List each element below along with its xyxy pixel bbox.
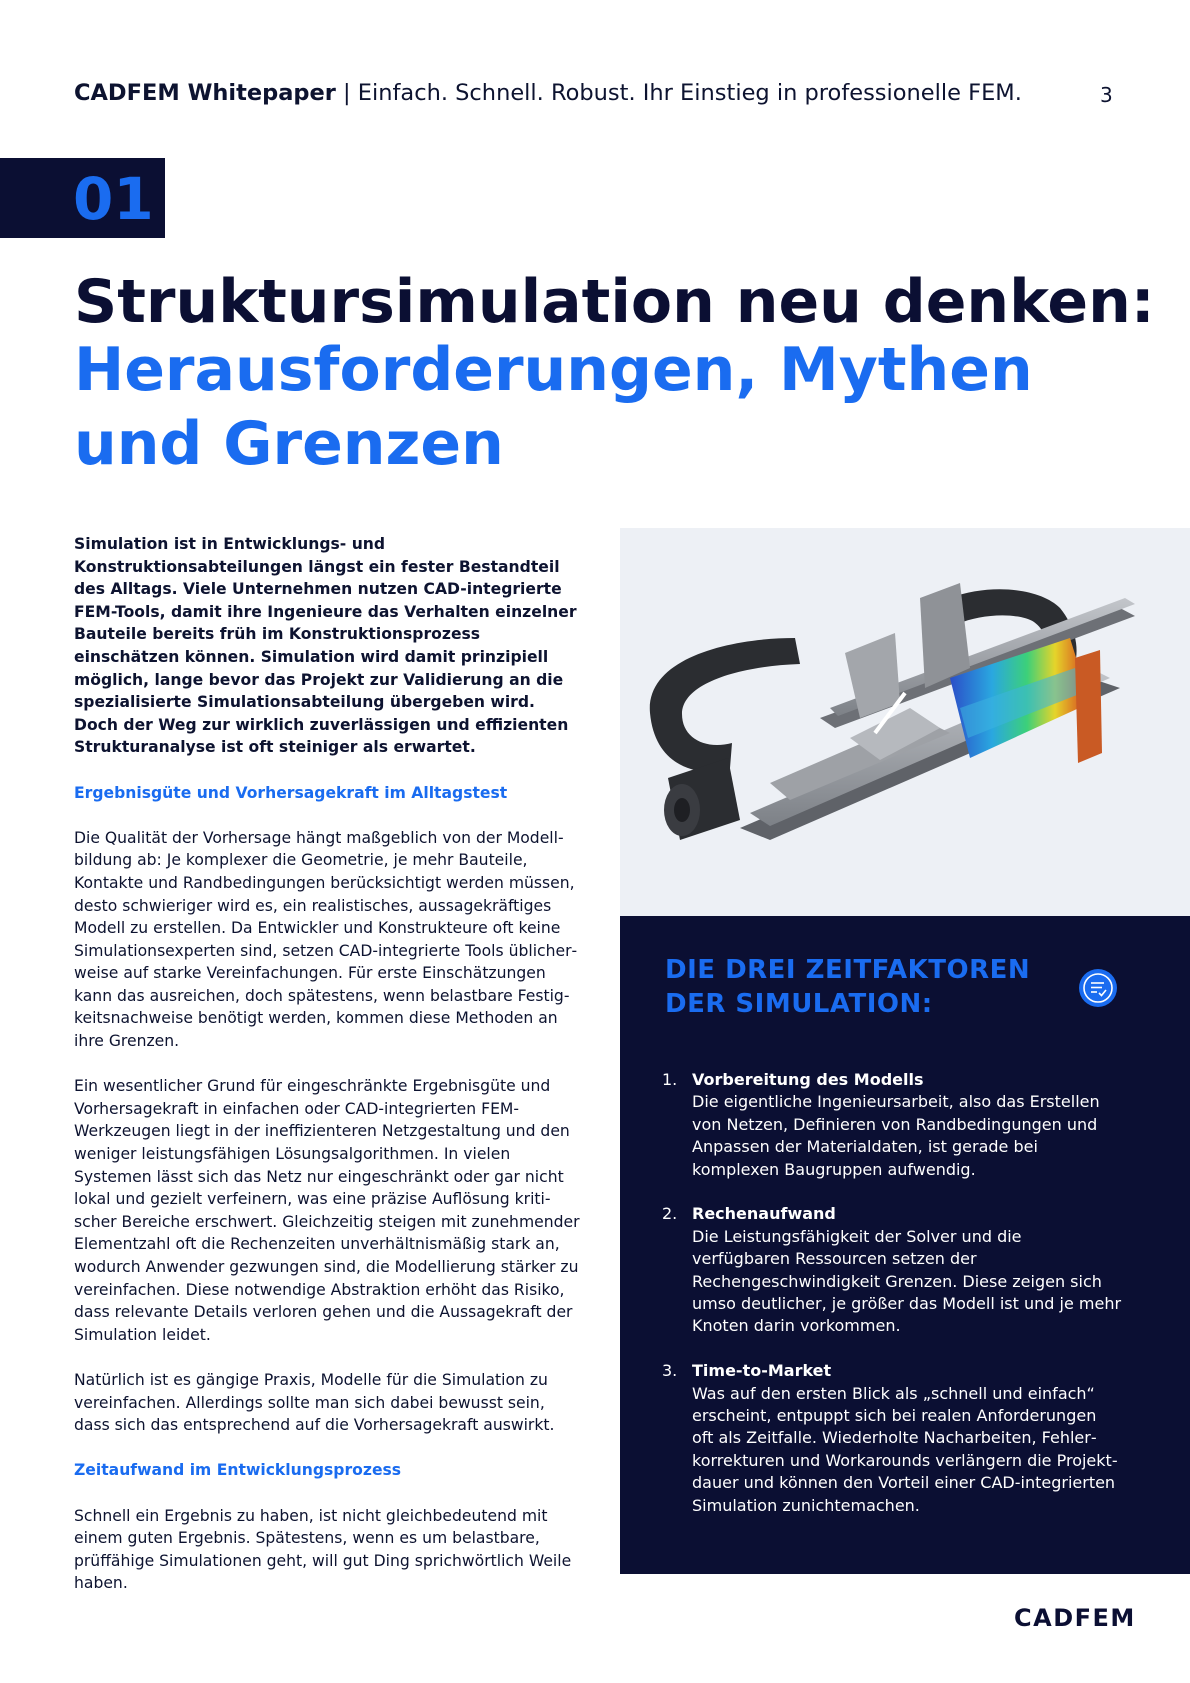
section-heading-quality: Ergebnisgüte und Vorhersagekraft im Alltagstest — [74, 783, 508, 802]
page-title-line1: Struktursimulation neu denken: — [74, 267, 1155, 337]
time-factors-title: DIE DREI ZEITFAKTOREN DER SIMULATION: — [665, 955, 1031, 1019]
paragraph: Ein wesentlicher Grund für eingeschränkte Ergebnisgüte und Vorhersagekraft in einfachen oder CAD-integrierten FEM-Werkzeugen liegt in der ineffizienteren Netzgestaltung und den weniger leistungsfähigen Lösungsalgorithmen. In vielen Systemen lässt sich das Netz nur eingeschränkt oder gar nicht lokal und gezielt verfeinern, was eine präzise Auflösung kritischer Bereiche erschwert. Gleichzeitig steigen mit zunehmender Elementzahl oft die Rechenzeiten unverhältnismäßig stark an, wodurch Anwender gezwungen sind, die Modellierung stärker zu vereinfachen. Diese notwendige Abstraktion erhöht das Risiko, dass relevante Details verloren gehen und die Aussagekraft der Simulation leidet. — [74, 1077, 580, 1344]
paragraph: Die Qualität der Vorhersage hängt maßgeblich von der Modellbildung ab: Je komplexer die Geometrie, je mehr Bauteile, Kontakte und Randbedingungen berücksichtigt werden müssen, desto schwieriger wird es, ein realistisches, aussagekräftiges Modell zu erstellen. Da Entwickler und Konstrukteure oft keine Simulationsexperten sind, setzen CAD-integrierte Tools üblicherweise auf starke Vereinfachungen. Für erste Einschätzungen kann das ausreichen, doch spätestens, wenn belastbare Festigkeitsnachweise benötigt werden, kommen diese Methoden an ihre Grenzen. — [74, 828, 578, 1051]
cadfem-logo: CADFEM — [1014, 1604, 1136, 1632]
document-header — [74, 78, 1074, 108]
list-item-text: Was auf den ersten Blick als „schnell und einfach“ erscheint, entpuppt sich bei realen Anforderungen oft als Zeitfalle. Wiederholte Nacharbeiten, Fehlerkorrekturen und Workarounds verlängern die Projektdauer und können den Vorteil einer CAD-integrierten Simulation zunichtemachen. — [692, 1383, 1118, 1515]
list-item-text: Die Leistungsfähigkeit der Solver und die verfügbaren Ressourcen setzen der Rechengeschwindigkeit Grenzen. Diese zeigen sich umso deutlicher, je größer das Modell ist und je mehr Knoten darin vorkommen. — [692, 1226, 1122, 1336]
time-factors-list — [662, 1069, 1122, 1539]
page-title-line2: Herausforderungen, Mythen und Grenzen — [74, 335, 1033, 479]
checklist-circle-icon — [1078, 968, 1118, 1008]
list-item-title: Time-to-Market — [692, 1361, 832, 1381]
chapter-number: 01 — [73, 165, 154, 233]
section-heading-time: Zeitaufwand im Entwicklungsprozess — [74, 1461, 402, 1480]
page-number: 3 — [1100, 83, 1113, 107]
lead-paragraph: Simulation ist in Entwicklungs- und Konstruktionsabteilungen längst ein fester Bestandteil des Alltags. Viele Unternehmen nutzen CAD-integrierte FEM-Tools, damit ihre Ingenieure das Verhalten einzelner Bauteile bereits früh im Konstruktionsprozess einschätzen können. Simulation wird damit prinzipiell möglich, lange bevor das Projekt zur Validierung an die spezialisierte Simulationsabteilung übergeben wird. Doch der Weg zur wirklich zuverlässigen und effizienten Strukturanalyse ist oft steiniger als erwartet. — [74, 535, 577, 757]
list-item-title: Vorbereitung des Modells — [692, 1070, 924, 1089]
list-item — [662, 1069, 1122, 1181]
list-item-text: Die eigentliche Ingenieursarbeit, also das Erstellen von Netzen, Definieren von Randbedingungen und Anpassen der Materialdaten, ist gerade bei komplexen Baugruppen aufwendig. — [692, 1092, 1100, 1179]
header-separator: | — [335, 80, 358, 106]
list-item-number: 1. — [662, 1070, 678, 1089]
header-brand: CADFEM Whitepaper — [74, 80, 336, 106]
list-item — [662, 1203, 1122, 1337]
body-column — [74, 533, 584, 1618]
list-item-title: Rechenaufwand — [692, 1204, 836, 1224]
list-item-number: 2. — [662, 1204, 678, 1224]
list-item — [662, 1360, 1122, 1517]
list-item-number: 3. — [662, 1361, 678, 1381]
paragraph: Schnell ein Ergebnis zu haben, ist nicht gleichbedeutend mit einem guten Ergebnis. Spätestens, wenn es um belastbare, prüffähige Simulationen geht, will gut Ding sprichwörtlich Weile haben. — [74, 1506, 572, 1593]
fem-render-figure — [620, 528, 1190, 916]
header-subtitle: Einfach. Schnell. Robust. Ihr Einstieg in professionelle FEM. — [357, 80, 1022, 106]
linear-axis-fem-render-icon — [620, 528, 1190, 916]
paragraph: Natürlich ist es gängige Praxis, Modelle für die Simulation zu vereinfachen. Allerdings sollte man sich dabei bewusst sein, dass sich das entsprechend auf die Vorhersagekraft auswirkt. — [74, 1370, 555, 1435]
